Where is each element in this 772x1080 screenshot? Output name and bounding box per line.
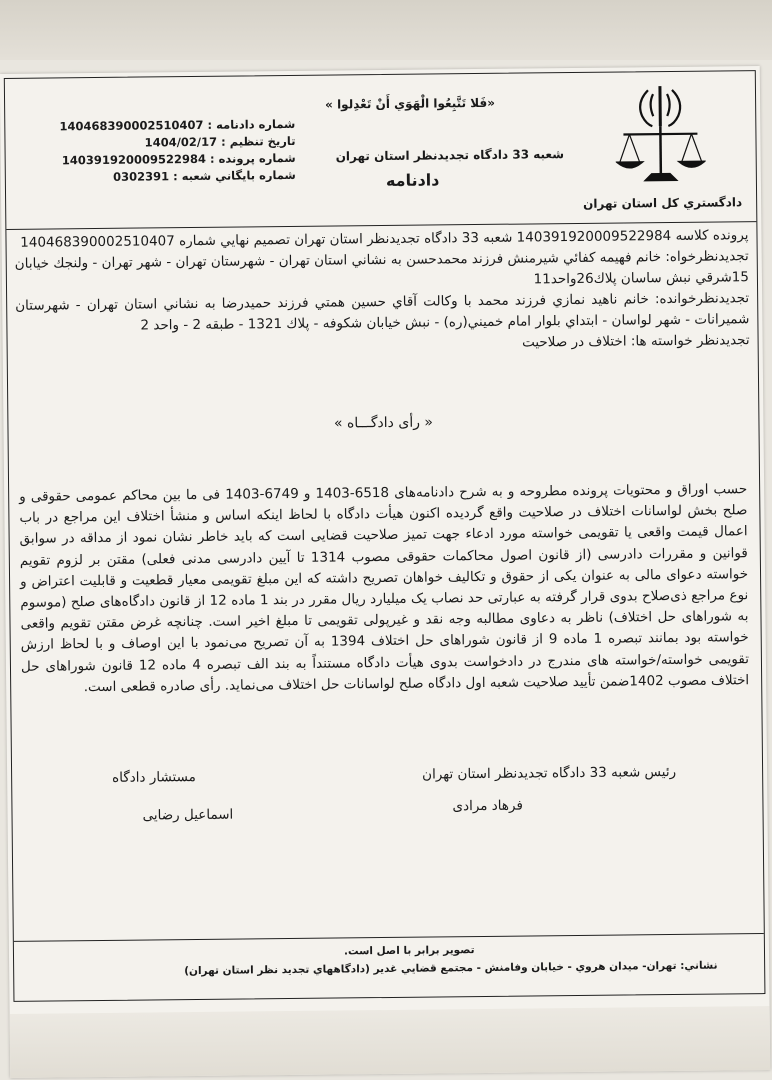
quran-verse: «فَلا تَتَّبِعُوا الْهَوَي أَنْ تَعْدِلوا » bbox=[325, 95, 496, 112]
verdict-document bbox=[0, 66, 770, 1078]
meta-case-number: شماره پرونده : 140391920009522984 bbox=[61, 150, 296, 168]
photo-background bbox=[0, 0, 772, 60]
meta-issue-date: تاريخ تنظيم : 1404/02/17 bbox=[144, 133, 296, 150]
certified-copy-note: تصوير برابر با اصل است. bbox=[343, 944, 475, 958]
counselor-name: اسماعيل رضايى bbox=[142, 806, 234, 824]
judiciary-emblem-icon bbox=[615, 82, 706, 193]
document-frame bbox=[4, 70, 766, 1002]
court-address: نشاني: تهران- ميدان هروي - خيابان وفامنش - مجتمع قضايي غدير (دادگاههاي تجديد نظر استان تهران) bbox=[184, 959, 718, 978]
case-parties bbox=[14, 225, 749, 359]
branch-name: شعبه 33 دادگاه تجديدنظر استان تهران bbox=[335, 147, 565, 164]
counselor-title: مستشار دادگاه bbox=[112, 768, 196, 786]
verdict-body: حسب اوراق و محتويات پرونده مطروحه و به شرح دادنامه‌های 6518-1403 و 6749-1403 فی ما بین محاکم عمومی حقوقی و صلح بخش لواسانات اختلاف در صلاحيت واقع گرديده اکنون هيأت دادگاه با لحاظ اینکه اساس و منشأ اختلاف اين مراجع در باب اعمال قيمت واقعی يا تقويمی خواسته مورد ادعاء جهت تميز صلاحيت قضايی است که بايد خاطر نشان نمود از مداقه در سوابق قوانين و مقررات دادرسی (از قانون اصول محاکمات حقوقی مصوب 1314 تا آيين دادرسی مدنی فعلی) مقتن بر لزوم تقويم خواسته دعوای مالی به عنوان يکی از حقوق و تکاليف خواهان تصريح داشته که اين مبلغ تقويمی معيار قطعيت و قابليت اعتراض و نوع مراجع ذی‌صلاح بدوی قرار گرفته به عبارتی حد نصاب يک ميليارد ريال مقرر در بند 1 ماده 12 از قانون دادگاه‌های صلح (موسوم به شوراهای حل اختلاف) ناظر به دعاوی مطالبه وجه نقد و غيرپولی تقويمی تا مبلغ اخير است. چنانچه غرض مقتن تقويم واقعی خواسته بود بمانند تبصره 1 ماده 9 از قانون شوراهای حل اختلاف 1394 به آن تصريح می‌نمود با اين اوصاف و با لحاظ ارزش تقويمی خواسته/خواسته های مندرج در دادخواست بدوی هيأت دادگاه مستنداً به بند الف تبصره 4 ماده 12 قانون شوراهای حل اختلاف مصوب 1402ضمن تأييد صلاحيت شعبه اول دادگاه صلح لواسانات حل اختلاف می‌نمايد. رأی صادره قطعی است. bbox=[19, 481, 750, 695]
meta-archive-number: شماره بايگاني شعبه : 0302391 bbox=[112, 167, 296, 184]
case-file-line: پرونده كلاسه 140391920009522984 شعبه 33 دادگاه تجديدنظر استان تهران تصميم نهايي شماره 140468390002510407 bbox=[20, 227, 749, 251]
verdict-heading: « رأی دادگـــاه » bbox=[333, 414, 434, 432]
footer-divider bbox=[14, 933, 764, 942]
document-meta bbox=[59, 116, 296, 186]
appellant-line: تجديدنظرخواه: خانم فهيمه كفائي شيرمنش فرزند محمدحسن به نشاني استان تهران - شهرستان تهران - شهر تهران - ولنجك خيابان 15شرقي نبش ساسان پلاك26واحد11 bbox=[14, 248, 750, 288]
meta-verdict-number: شماره دادنامه : 140468390002510407 bbox=[59, 116, 296, 134]
presiding-judge-title: رئيس شعبه 33 دادگاه تجديدنظر استان تهران bbox=[422, 763, 677, 783]
presiding-judge-name: فرهاد مرادى bbox=[452, 797, 523, 815]
appeal-subject-line: تجديدنظر خواسته ها: اختلاف در صلاحيت bbox=[521, 332, 750, 351]
court-name: دادگستري كل استان تهران bbox=[583, 195, 743, 211]
document-title: دادنامه bbox=[385, 170, 440, 190]
appellee-line: تجديدنظرخوانده: خانم ناهيد نمازي فرزند محمد با وكالت آقاي حسين همتي فرزند حميدرضا به نشاني استان تهران - شهرستان شميرانات - شهر لواسان - ابتداي بلوار امام خميني(ره) - نبش خيابان شكوفه - پلاك 1321 - طبقه 2 - واحد 2 bbox=[15, 290, 750, 334]
page-bottom-area bbox=[10, 1006, 771, 1078]
